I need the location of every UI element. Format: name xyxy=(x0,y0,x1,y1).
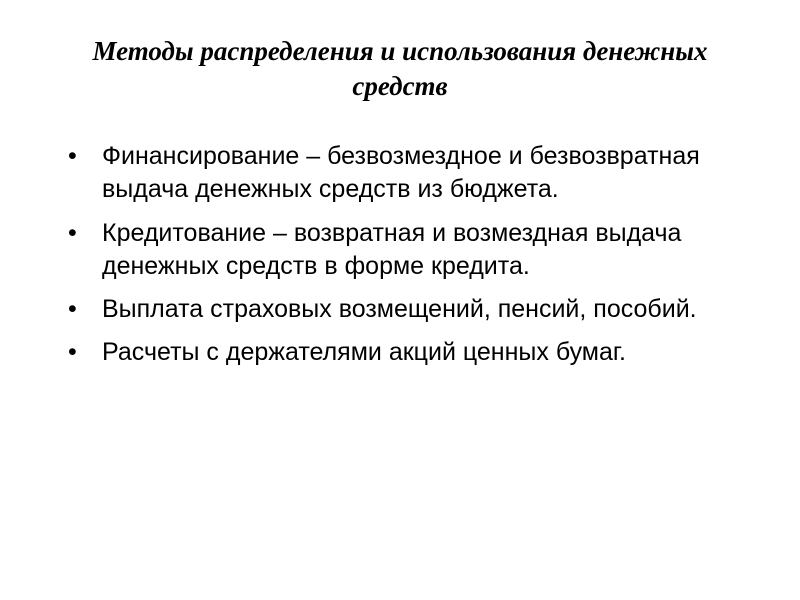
bullet-marker-icon: • xyxy=(68,338,77,367)
list-item-text: Выплата страховых возмещений, пенсий, пособий. xyxy=(102,295,697,323)
list-item-text: Финансирование – безвозмездное и безвозвратная выдача денежных средств из бюджета. xyxy=(102,142,700,204)
list-item xyxy=(30,217,775,284)
list-item xyxy=(30,336,775,369)
list-item-text: Расчеты с держателями акций ценных бумаг. xyxy=(102,338,626,367)
page-title: Методы распределения и использования денежных средств xyxy=(92,36,708,102)
bullet-marker-icon: • xyxy=(68,295,77,323)
bullet-marker-icon: • xyxy=(68,142,77,170)
list-item-text: Кредитование – возвратная и возмездная выдача денежных средств в форме кредита. xyxy=(102,218,682,280)
list-item xyxy=(30,293,775,326)
bullet-list xyxy=(30,140,775,380)
list-item xyxy=(30,140,775,207)
bullet-marker-icon: • xyxy=(68,218,77,247)
